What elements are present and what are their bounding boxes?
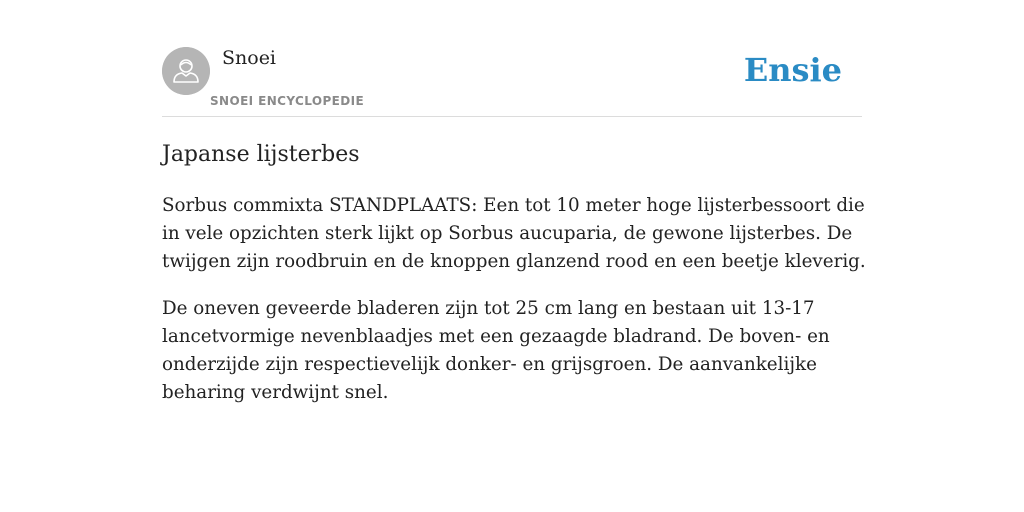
ensie-logo[interactable]: Ensie [743, 51, 842, 89]
entry-body [162, 192, 867, 426]
entry-title: Japanse lijsterbes [162, 142, 360, 167]
user-placeholder-icon [162, 47, 210, 95]
source-label[interactable]: SNOEI ENCYCLOPEDIE [210, 94, 365, 108]
entry-header [162, 46, 862, 117]
author-name[interactable]: Snoei [222, 47, 277, 69]
author-avatar[interactable] [162, 47, 210, 95]
entry-paragraph: De oneven geveerde bladeren zijn tot 25 cm lang en bestaan uit 13-17 lancetvormige nevenblaadjes met een gezaagde bladrand. De boven- en onderzijde zijn respectievelijk donker- en grijsgroen. De aanvankelijke beharing verdwijnt snel. [162, 298, 830, 403]
entry-paragraph: Sorbus commixta STANDPLAATS: Een tot 10 meter hoge lijsterbessoort die in vele opzichten sterk lijkt op Sorbus aucuparia, de gewone lijsterbes. De twijgen zijn roodbruin en de knoppen glanzend rood en een beetje kleverig. [162, 195, 866, 272]
